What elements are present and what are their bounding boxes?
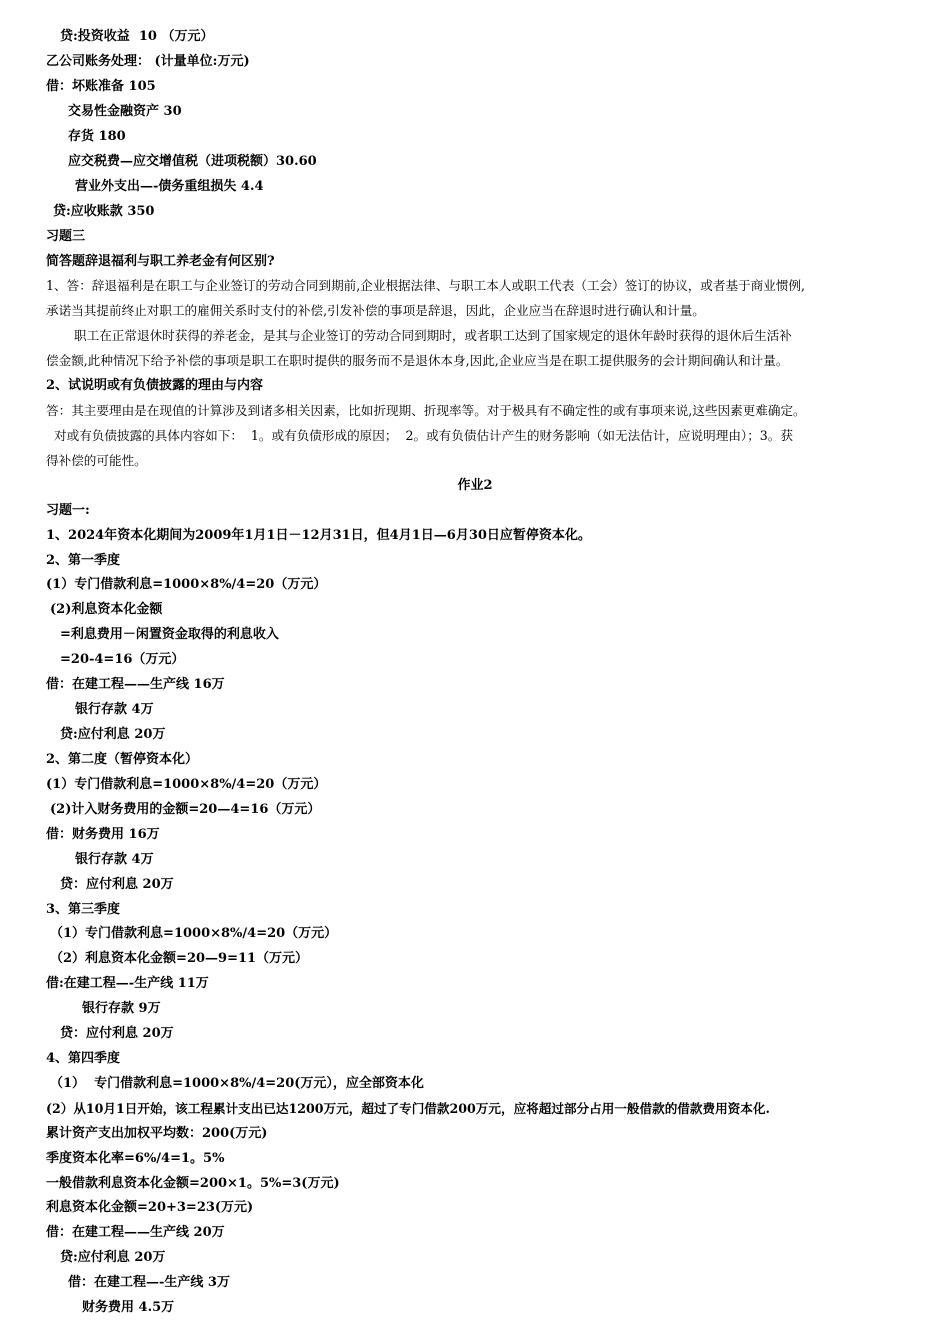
text-line: 借：在建工程——生产线 20万 bbox=[46, 1225, 225, 1240]
text-line: (1）专门借款利息=1000×8%/4=20（万元） bbox=[46, 777, 327, 792]
text-line: 1、2024年资本化期间为2009年1月1日－12月31日，但4月1日—6月30日应暂停资本化。 bbox=[46, 528, 591, 543]
text-line: 习题三 bbox=[46, 229, 86, 244]
text-line: 3、第三季度 bbox=[46, 902, 121, 917]
text-line: 应交税费—应交增值税（进项税额）30.60 bbox=[68, 154, 317, 169]
text-line: 简答题辞退福利与职工养老金有何区别? bbox=[46, 254, 275, 269]
text-line: 得补偿的可能性。 bbox=[46, 453, 147, 468]
text-line: 财务费用 4.5万 bbox=[82, 1300, 175, 1315]
text-line: 答：其主要理由是在现值的计算涉及到诸多相关因素，比如折现期、折现率等。对于极具有不确定性的或有事项来说,这些因素更难确定。 bbox=[46, 403, 806, 418]
text-line: 贷:应付利息 20万 bbox=[60, 727, 166, 742]
text-line: 2、第一季度 bbox=[46, 553, 121, 568]
text-line: （1）专门借款利息=1000×8%/4=20（万元） bbox=[50, 926, 338, 941]
text-line: 贷:应付利息 20万 bbox=[60, 1250, 166, 1265]
text-line: 偿金额,此种情况下给予补偿的事项是职工在职时提供的服务而不是退休本身,因此,企业应当是在职工提供服务的会计期间确认和计量。 bbox=[46, 353, 789, 368]
text-line: 2、试说明或有负债披露的理由与内容 bbox=[46, 378, 264, 393]
text-line: 银行存款 4万 bbox=[75, 702, 154, 717]
text-line: 对或有负债披露的具体内容如下： 1。或有负债形成的原因； 2。或有负债估计产生的财务影响（如无法估计，应说明理由）；3。获 bbox=[54, 428, 794, 443]
text-line: =利息费用－闲置资金取得的利息收入 bbox=[60, 627, 279, 642]
text-line: 存货 180 bbox=[68, 129, 126, 144]
text-line: 借：坏账准备 105 bbox=[46, 79, 156, 94]
text-line: 1、答：辞退福利是在职工与企业签订的劳动合同到期前,企业根据法律、与职工本人或职工代表（工会）签订的协议，或者基于商业惯例, bbox=[46, 278, 806, 293]
text-line: (2）从10月1日开始，该工程累计支出已达1200万元，超过了专门借款200万元，应将超过部分占用一般借款的借款费用资本化. bbox=[46, 1101, 770, 1116]
text-line: 借：财务费用 16万 bbox=[46, 827, 160, 842]
text-line: 职工在正常退休时获得的养老金，是其与企业签订的劳动合同到期时，或者职工达到了国家规定的退休年龄时获得的退休后生活补 bbox=[74, 328, 792, 343]
text-line: （2）利息资本化金额=20—9=11（万元） bbox=[50, 951, 309, 966]
text-line: 贷:投资收益 10 （万元） bbox=[60, 29, 214, 44]
text-line: 借：在建工程—-生产线 3万 bbox=[68, 1275, 230, 1290]
text-line: 贷:应收账款 350 bbox=[53, 204, 155, 219]
text-line: 贷：应付利息 20万 bbox=[60, 877, 174, 892]
text-line: 习题一: bbox=[46, 503, 90, 518]
text-line: 季度资本化率=6%/4=1。5% bbox=[46, 1151, 225, 1166]
text-line: 交易性金融资产 30 bbox=[68, 104, 182, 119]
text-line: =20-4=16（万元） bbox=[60, 652, 185, 667]
text-line: (2)计入财务费用的金额=20—4=16（万元） bbox=[50, 802, 321, 817]
text-line: 银行存款 9万 bbox=[82, 1001, 161, 1016]
text-line: 乙公司账务处理： (计量单位:万元) bbox=[46, 54, 250, 69]
section-heading: 作业2 bbox=[457, 478, 493, 493]
text-line: (2)利息资本化金额 bbox=[50, 602, 163, 617]
text-line: 2、第二度（暂停资本化） bbox=[46, 752, 199, 767]
text-line: 贷：应付利息 20万 bbox=[60, 1026, 174, 1041]
text-line: 营业外支出—-债务重组损失 4.4 bbox=[75, 179, 264, 194]
text-line: 借:在建工程—-生产线 11万 bbox=[46, 976, 209, 991]
text-line: 利息资本化金额=20+3=23(万元) bbox=[46, 1200, 254, 1215]
text-line: 一般借款利息资本化金额=200×1。5%=3(万元) bbox=[46, 1176, 340, 1191]
text-line: （1） 专门借款利息=1000×8%/4=20(万元），应全部资本化 bbox=[50, 1076, 424, 1091]
text-line: 4、第四季度 bbox=[46, 1051, 121, 1066]
text-line: 累计资产支出加权平均数：200(万元) bbox=[46, 1126, 268, 1141]
text-line: 承诺当其提前终止对职工的雇佣关系时支付的补偿,引发补偿的事项是辞退，因此，企业应当在辞退时进行确认和计量。 bbox=[46, 303, 705, 318]
text-line: (1）专门借款利息=1000×8%/4=20（万元） bbox=[46, 577, 327, 592]
text-line: 借：在建工程——生产线 16万 bbox=[46, 677, 225, 692]
text-line: 银行存款 4万 bbox=[75, 852, 154, 867]
